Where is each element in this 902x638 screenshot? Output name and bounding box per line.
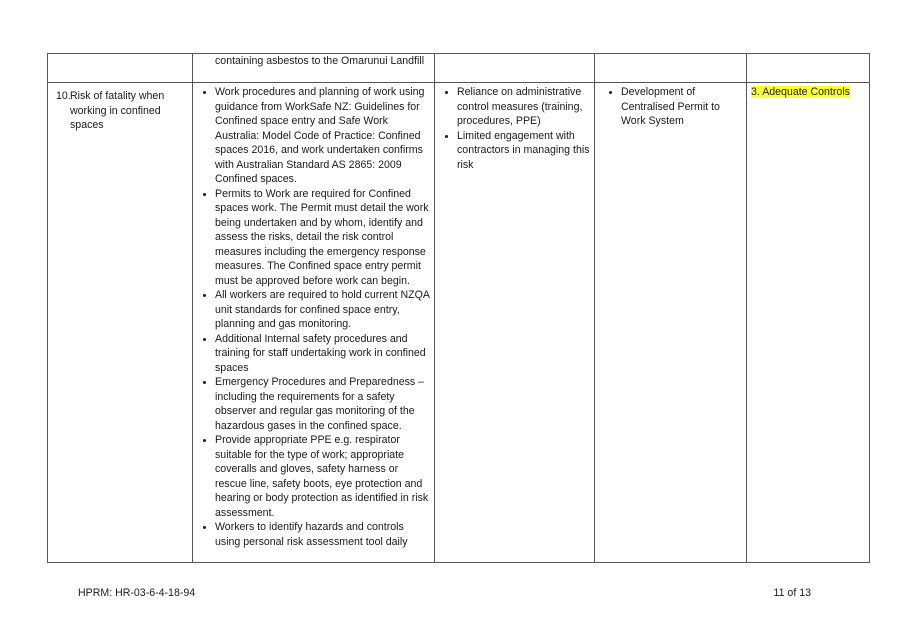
continuation-row (48, 54, 870, 83)
actions-list (599, 85, 742, 129)
list-item: • Work procedures and planning of work using guidance from WorkSafe NZ: Guidelines for Confined space entry and Safe Work Australia: Model Code of Practice: Confined spaces 2016, and work undertaken confirms with Australian Standard AS 2865: 2009 Confined spaces. (215, 85, 430, 187)
list-item: • All workers are required to hold current NZQA unit standards for confined space entry, planning and gas monitoring. (215, 288, 430, 332)
cell-gaps-cont (435, 54, 595, 83)
rating-highlight: 3. Adequate Controls (751, 86, 850, 98)
list-item: • Provide appropriate PPE e.g. respirator suitable for the type of work; appropriate coveralls and gloves, safety harness or rescue line, safety boots, eye protection and hearing or body protection as identified in risk assessment. (215, 433, 430, 520)
list-item: • Reliance on administrative control measures (training, procedures, PPE) (457, 85, 590, 129)
gaps-list (439, 85, 590, 172)
controls-continuation-text: containing asbestos to the Omarunui Landfill (215, 55, 425, 67)
controls-list (197, 85, 430, 549)
list-item: • Additional Internal safety procedures and training for staff undertaking work in confined spaces (215, 332, 430, 376)
footer-reference: HPRM: HR-03-6-4-18-94 (78, 587, 196, 599)
cell-risk (48, 83, 193, 563)
risk-description: Risk of fatality when working in confined spaces (70, 90, 165, 131)
cell-actions-cont (595, 54, 747, 83)
cell-controls-cont (193, 54, 435, 83)
list-item: • Development of Centralised Permit to Work System (621, 85, 742, 129)
cell-controls (193, 83, 435, 563)
list-item: • Permits to Work are required for Confined spaces work. The Permit must detail the work being undertaken and by whom, identify and assess the risks, detail the risk control measures including the emergency response measures. The Confined space entry permit must be approved before work can begin. (215, 187, 430, 289)
list-item: • Limited engagement with contractors in managing this risk (457, 129, 590, 173)
list-item: • Workers to identify hazards and controls using personal risk assessment tool daily (215, 520, 430, 549)
cell-gaps (435, 83, 595, 563)
table-row (48, 83, 870, 563)
risk-number: 10. (56, 90, 71, 102)
cell-rating (747, 83, 870, 563)
cell-risk-cont (48, 54, 193, 83)
cell-rating-cont (747, 54, 870, 83)
list-item: • Emergency Procedures and Preparedness – including the requirements for a safety observer and regular gas monitoring of the hazardous gases in the confined space. (215, 375, 430, 433)
risk-register-table (47, 53, 870, 563)
cell-actions (595, 83, 747, 563)
footer-page-number: 11 of 13 (773, 587, 811, 599)
